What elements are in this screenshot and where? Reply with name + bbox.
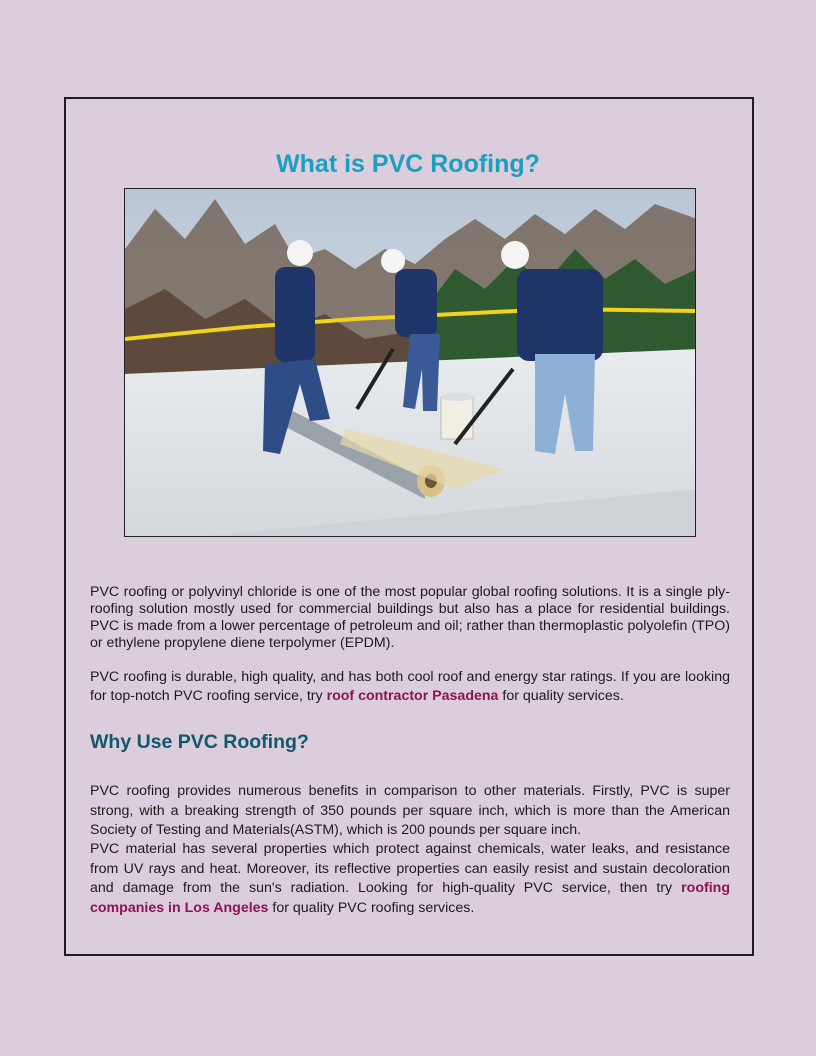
roofing-companies-los-angeles-link[interactable]: roofing companies in Los Angeles xyxy=(90,880,730,916)
paragraph-text: PVC roofing is durable, high quality, and has both cool roof and energy star ratings. If you are looking for top-notch PVC roofing service, try xyxy=(90,669,730,704)
paragraph-text: PVC material has several properties which protect against chemicals, water leaks, and resistance from UV rays and heat. Moreover, its reflective properties can easily resist and sustain decoloration and damage from the sun's radiation. Looking for high-quality PVC service, then try xyxy=(90,841,730,896)
properties-paragraph xyxy=(90,840,730,918)
paragraph-text: for quality PVC roofing services. xyxy=(268,899,475,916)
intro-paragraph: PVC roofing or polyvinyl chloride is one of the most popular global roofing solutions. It is a single ply-roofing solution mostly used for commercial buildings but also has a place for residential buildings. PVC is made from a lower percentage of petroleum and oil; rather than thermoplastic polyolefin (TPO) or ethylene propylene diene terpolymer (EPDM). xyxy=(90,584,730,651)
roofing-workers-photo xyxy=(124,188,696,537)
section-heading: Why Use PVC Roofing? xyxy=(90,731,309,753)
durability-paragraph xyxy=(90,668,730,706)
roof-contractor-pasadena-link[interactable]: roof contractor Pasadena xyxy=(326,688,499,704)
benefits-paragraph: PVC roofing provides numerous benefits in comparison to other materials. Firstly, PVC is super strong, with a breaking strength of 350 pounds per square inch, which is more than the American Society of Testing and Materials(ASTM), which is 200 pounds per square inch. xyxy=(90,783,730,838)
paragraph-text: for quality services. xyxy=(498,688,624,704)
page-title: What is PVC Roofing? xyxy=(276,150,540,178)
